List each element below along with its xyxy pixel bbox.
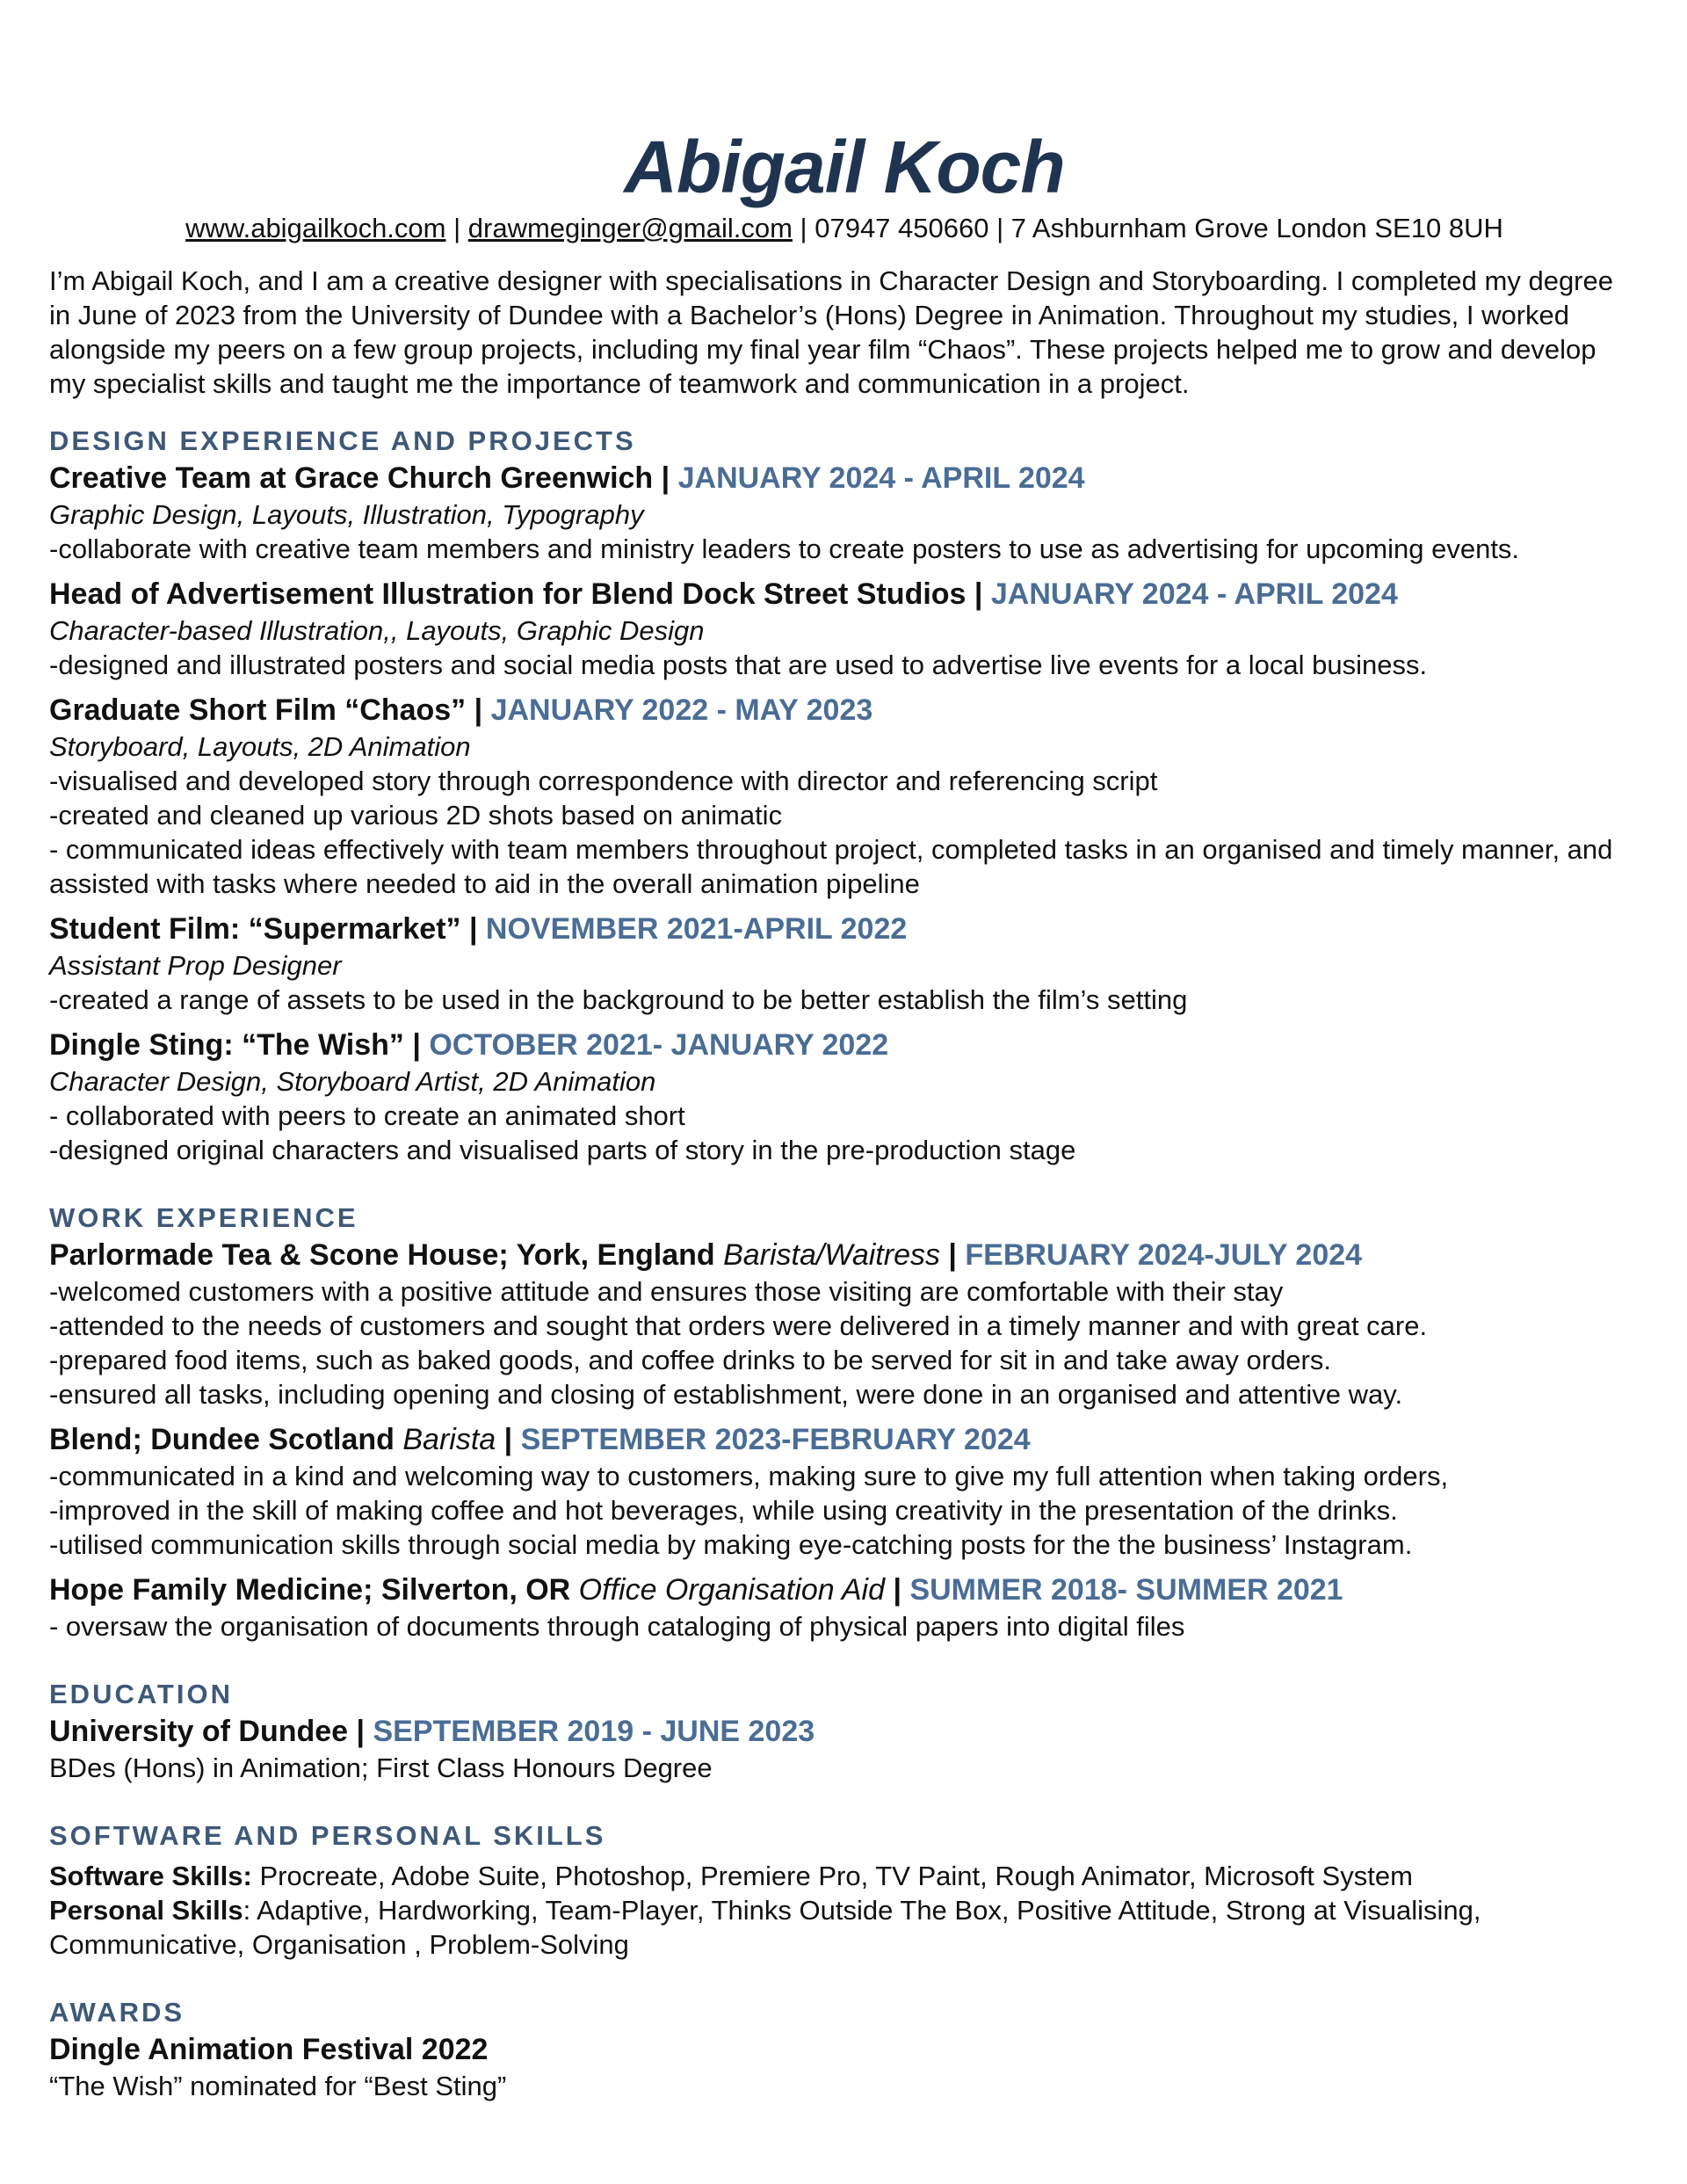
entry-bullet: -created a range of assets to be used in the background to be better establish the film’s setting: [49, 984, 1188, 1015]
entry-title: Hope Family Medicine; Silverton, OR: [49, 1573, 579, 1607]
entry-bullet: -visualised and developed story through correspondence with director and referencing script: [49, 765, 1158, 796]
resume-page: [49, 123, 1640, 2112]
entry-title: University of Dundee: [49, 1715, 349, 1748]
entry-bullet: -utilised communication skills through social media by making eye-catching posts for the the business’ Instagram.: [49, 1529, 1413, 1560]
design-entry: Student Film: “Supermarket” | NOVEMBER 2021-APRIL 2022 Assistant Prop Designer -created a range of assets to be used in the background to be better establish the film’s setting: [49, 910, 1640, 1017]
design-entry: Dingle Sting: “The Wish” | OCTOBER 2021- JANUARY 2022 Character Design, Storyboard Artist, 2D Animation - collaborated with peers to create an animated short -designed original characters and visualised parts of story in the pre-production stage: [49, 1026, 1640, 1167]
work-entry: Parlormade Tea & Scone House; York, England Barista/Waitress | FEBRUARY 2024-JULY 2024 -welcomed customers with a positive attitude and ensures those visiting are comfortable with their stay -attended to the needs of customers and sought that orders were delivered in a timely manner and with great care. -prepared food items, such as baked goods, and coffee drinks to be served for sit in and take away orders. -ensured all tasks, including opening and closing of establishment, were done in an organised and attentive way.: [49, 1236, 1640, 1411]
entry-title: Dingle Animation Festival 2022: [49, 2033, 489, 2066]
entry-dates: JANUARY 2024 - APRIL 2024: [677, 461, 1085, 495]
entry-title: Parlormade Tea & Scone House; York, England: [49, 1238, 724, 1272]
entry-dates: OCTOBER 2021- JANUARY 2022: [429, 1028, 889, 1062]
entry-title: Graduate Short Film “Chaos”: [49, 693, 467, 727]
entry-detail: “The Wish” nominated for “Best Sting”: [49, 2071, 507, 2101]
skills-entry: [49, 1859, 1640, 1962]
entry-bullet: -welcomed customers with a positive attitude and ensures those visiting are comfortable with their stay: [49, 1276, 1284, 1307]
work-entry: Hope Family Medicine; Silverton, OR Office Organisation Aid | SUMMER 2018- SUMMER 2021 - oversaw the organisation of documents through cataloging of physical papers into digital files: [49, 1571, 1640, 1643]
entry-dates: SEPTEMBER 2019 - JUNE 2023: [373, 1715, 815, 1748]
entry-detail: BDes (Hons) in Animation; First Class Honours Degree: [49, 1752, 713, 1783]
section-heading-skills: SOFTWARE AND PERSONAL SKILLS: [49, 1820, 606, 1851]
website-link[interactable]: www.abigailkoch.com: [185, 213, 446, 243]
entry-dates: SUMMER 2018- SUMMER 2021: [909, 1573, 1343, 1607]
entry-bullet: -prepared food items, such as baked goods, and coffee drinks to be served for sit in and take away orders.: [49, 1345, 1331, 1375]
entry-bullet: -designed and illustrated posters and social media posts that are used to advertise live events for a local business.: [49, 649, 1428, 680]
entry-dates: JANUARY 2022 - MAY 2023: [490, 693, 873, 727]
intro-paragraph: I’m Abigail Koch, and I am a creative designer with specialisations in Character Design and Storyboarding. I completed my degree in June of 2023 from the University of Dundee with a Bachelor’s (Hons) Degree in Animation. Throughout my studies, I worked alongside my peers on a few group projects, including my final year film “Chaos”. These projects helped me to grow and develop my specialist skills and taught me the importance of teamwork and communication in a project.: [49, 265, 1613, 399]
work-entry: Blend; Dundee Scotland Barista | SEPTEMBER 2023-FEBRUARY 2024 -communicated in a kind and welcoming way to customers, making sure to give my full attention when taking orders, -improved in the skill of making coffee and hot beverages, while using creativity in the presentation of the drinks. -utilised communication skills through social media by making eye-catching posts for the the business’ Instagram.: [49, 1420, 1640, 1562]
section-heading-design: DESIGN EXPERIENCE AND PROJECTS: [49, 425, 636, 456]
entry-bullet: -attended to the needs of customers and sought that orders were delivered in a timely manner and with great care.: [49, 1310, 1428, 1341]
entry-bullet: -improved in the skill of making coffee and hot beverages, while using creativity in the presentation of the drinks.: [49, 1495, 1398, 1526]
entry-title: Blend; Dundee Scotland: [49, 1423, 403, 1456]
address: 7 Ashburnham Grove London SE10 8UH: [1010, 213, 1503, 243]
design-entry: Creative Team at Grace Church Greenwich | JANUARY 2024 - APRIL 2024 Graphic Design, Layouts, Illustration, Typography -collaborate with creative team members and ministry leaders to create posters to use as advertising for upcoming events.: [49, 459, 1640, 566]
entry-dates: NOVEMBER 2021-APRIL 2022: [485, 912, 908, 946]
entry-role: Barista/Waitress: [723, 1238, 940, 1272]
entry-bullet: - collaborated with peers to create an animated short: [49, 1100, 685, 1131]
entry-tags: Graphic Design, Layouts, Illustration, Typography: [49, 499, 644, 530]
design-entry: Head of Advertisement Illustration for Blend Dock Street Studios | JANUARY 2024 - APRIL 2024 Character-based Illustration,, Layouts, Graphic Design -designed and illustrated posters and social media posts that are used to advertise live events for a local business.: [49, 575, 1640, 682]
entry-dates: FEBRUARY 2024-JULY 2024: [965, 1238, 1363, 1272]
entry-role: Office Organisation Aid: [578, 1573, 886, 1607]
entry-tags: Assistant Prop Designer: [49, 950, 342, 981]
entry-bullet: -ensured all tasks, including opening and closing of establishment, were done in an organised and attentive way.: [49, 1379, 1403, 1410]
section-heading-awards: AWARDS: [49, 1997, 185, 2028]
education-entry: University of Dundee | SEPTEMBER 2019 - JUNE 2023 BDes (Hons) in Animation; First Class Honours Degree: [49, 1712, 1640, 1785]
resume-name: Abigail Koch: [624, 126, 1065, 208]
software-skills: Software Skills: Procreate, Adobe Suite, Photoshop, Premiere Pro, TV Paint, Rough Animator, Microsoft System: [49, 1861, 1413, 1891]
entry-bullet: - oversaw the organisation of documents through cataloging of physical papers into digital files: [49, 1611, 1185, 1642]
entry-dates: SEPTEMBER 2023-FEBRUARY 2024: [520, 1423, 1031, 1456]
entry-title: Student Film: “Supermarket”: [49, 912, 461, 946]
design-entry: Graduate Short Film “Chaos” | JANUARY 2022 - MAY 2023 Storyboard, Layouts, 2D Animation -visualised and developed story through correspondence with director and referencing script -created and cleaned up various 2D shots based on animatic - communicated ideas effectively with team members throughout project, completed tasks in an organised and timely manner, and assisted with tasks where needed to aid in the overall animation pipeline: [49, 691, 1640, 901]
entry-title: Creative Team at Grace Church Greenwich: [49, 461, 654, 495]
entry-tags: Character Design, Storyboard Artist, 2D Animation: [49, 1066, 656, 1097]
entry-tags: Storyboard, Layouts, 2D Animation: [49, 731, 471, 762]
entry-tags: Character-based Illustration,, Layouts, Graphic Design: [49, 615, 705, 646]
entry-title: Dingle Sting: “The Wish”: [49, 1028, 404, 1062]
entry-title: Head of Advertisement Illustration for Blend Dock Street Studios: [49, 577, 967, 611]
entry-dates: JANUARY 2024 - APRIL 2024: [990, 577, 1398, 611]
entry-bullet: -communicated in a kind and welcoming way to customers, making sure to give my full attention when taking orders,: [49, 1461, 1449, 1491]
personal-skills: Personal Skills: Adaptive, Hardworking, Team-Player, Thinks Outside The Box, Positive Attitude, Strong at Visualising, Communicative, Organisation , Problem-Solving: [49, 1895, 1481, 1960]
entry-bullet: - communicated ideas effectively with team members throughout project, completed tasks in an organised and timely manner, and assisted with tasks where needed to aid in the overall animation pipeline: [49, 834, 1613, 899]
contact-line: www.abigailkoch.com | drawmeginger@gmail.com | 07947 450660 | 7 Ashburnham Grove London SE10 8UH: [185, 213, 1503, 243]
entry-role: Barista: [402, 1423, 496, 1456]
entry-bullet: -designed original characters and visualised parts of story in the pre-production stage: [49, 1135, 1076, 1165]
email-link[interactable]: drawmeginger@gmail.com: [467, 213, 793, 243]
entry-bullet: -created and cleaned up various 2D shots based on animatic: [49, 800, 783, 831]
section-heading-education: EDUCATION: [49, 1679, 233, 1709]
entry-bullet: -collaborate with creative team members and ministry leaders to create posters to use as advertising for upcoming events.: [49, 533, 1520, 564]
section-heading-work: WORK EXPERIENCE: [49, 1202, 358, 1233]
phone-number: 07947 450660: [815, 213, 989, 243]
awards-entry: [49, 2030, 1640, 2103]
